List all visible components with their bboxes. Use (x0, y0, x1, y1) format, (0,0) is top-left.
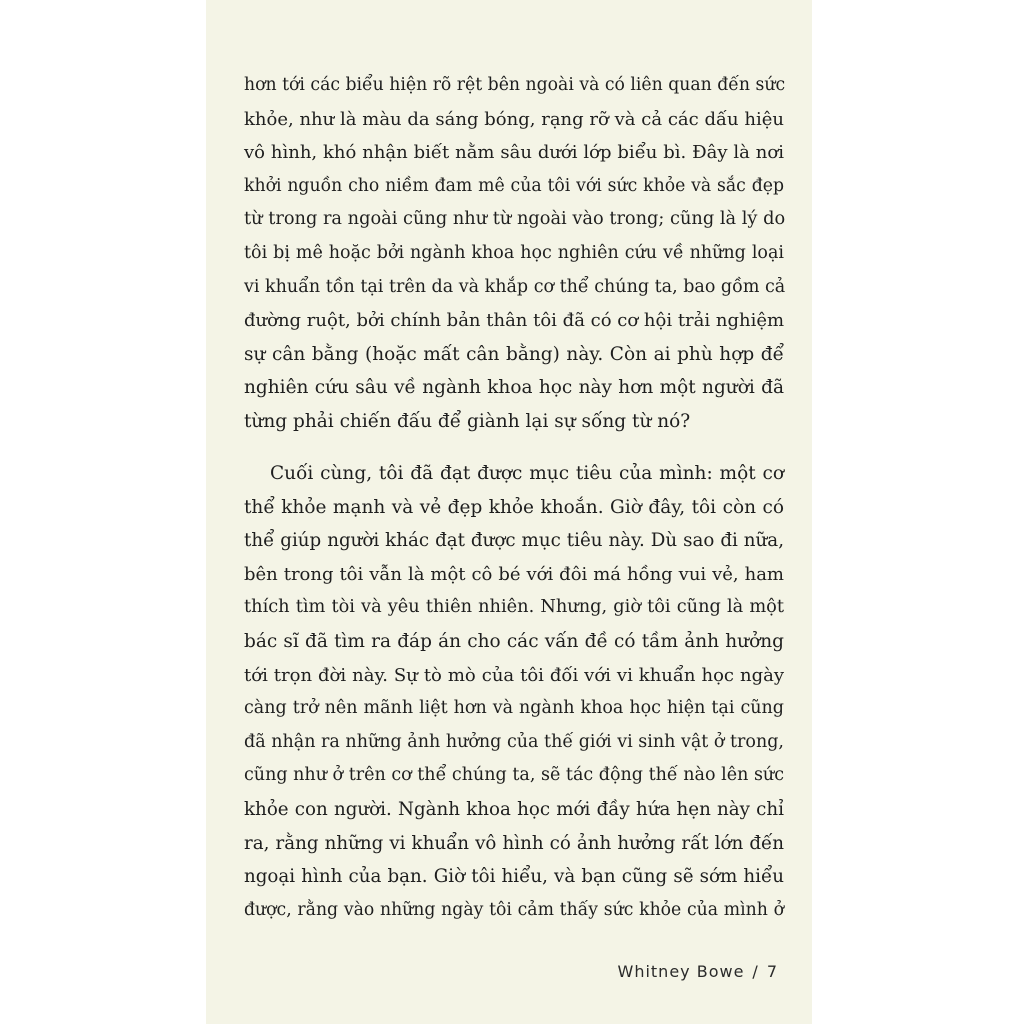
text-line: càng trở nên mãnh liệt hơn và ngành khoa học hiện tại cũng (244, 698, 784, 719)
footer-author: Whitney Bowe (617, 962, 745, 981)
text-line: thể giúp người khác đạt được mục tiêu này. Dù sao đi nữa, (244, 530, 784, 552)
text-line: khỏe, như là màu da sáng bóng, rạng rỡ và cả các dấu hiệu (244, 108, 784, 130)
text-line: bên trong tôi vẫn là một cô bé với đôi má hồng vui vẻ, ham (244, 563, 784, 585)
text-line: bác sĩ đã tìm ra đáp án cho các vấn đề có tầm ảnh hưởng (244, 630, 784, 652)
text-line: tôi bị mê hoặc bởi ngành khoa học nghiên cứu về những loại (244, 242, 784, 263)
text-line: đường ruột, bởi chính bản thân tôi đã có cơ hội trải nghiệm (244, 310, 785, 332)
text-line: tới trọn đời này. Sự tò mò của tôi đối với vi khuẩn học ngày (244, 664, 784, 686)
text-line-last: từng phải chiến đấu để giành lại sự sống từ nó? (244, 410, 691, 432)
text-line: vi khuẩn tồn tại trên da và khắp cơ thể chúng ta, bao gồm cả (244, 276, 786, 297)
text-line: từ trong ra ngoài cũng như từ ngoài vào trong; cũng là lý do (244, 209, 786, 230)
paragraph-1 (244, 69, 784, 439)
text-line: hơn tới các biểu hiện rõ rệt bên ngoài và có liên quan đến sức (244, 75, 786, 95)
text-line: ra, rằng những vi khuẩn vô hình có ảnh hưởng rất lớn đến (244, 832, 784, 854)
text-line-indented: Cuối cùng, tôi đã đạt được mục tiêu của mình: một cơ (270, 463, 784, 484)
text-line: khởi nguồn cho niềm đam mê của tôi với sức khỏe và sắc đẹp (244, 175, 784, 196)
text-line: thích tìm tòi và yêu thiên nhiên. Nhưng, giờ tôi cũng là một (244, 597, 784, 618)
text-line: cũng như ở trên cơ thể chúng ta, sẽ tác động thế nào lên sức (244, 765, 784, 786)
text-line: ngoại hình của bạn. Giờ tôi hiểu, và bạn cũng sẽ sớm hiểu (244, 866, 784, 888)
text-line: thể khỏe mạnh và vẻ đẹp khỏe khoắn. Giờ đây, tôi còn có (244, 496, 784, 518)
page-footer (618, 962, 779, 981)
text-line: nghiên cứu sâu về ngành khoa học này hơn một người đã (244, 377, 784, 399)
paragraph-2 (244, 457, 784, 927)
text-line: vô hình, khó nhận biết nằm sâu dưới lớp biểu bì. Đây là nơi (244, 142, 784, 164)
book-page (206, 0, 812, 1024)
text-line: sự cân bằng (hoặc mất cân bằng) này. Còn ai phù hợp để (244, 343, 784, 365)
text-line: đã nhận ra những ảnh hưởng của thế giới vi sinh vật ở trong, (244, 731, 784, 752)
text-line: khỏe con người. Ngành khoa học mới đầy hứa hẹn này chỉ (244, 798, 784, 820)
page-number: 7 (766, 962, 778, 981)
footer-separator: / (752, 962, 759, 981)
text-line: được, rằng vào những ngày tôi cảm thấy sức khỏe của mình ở (244, 899, 784, 920)
